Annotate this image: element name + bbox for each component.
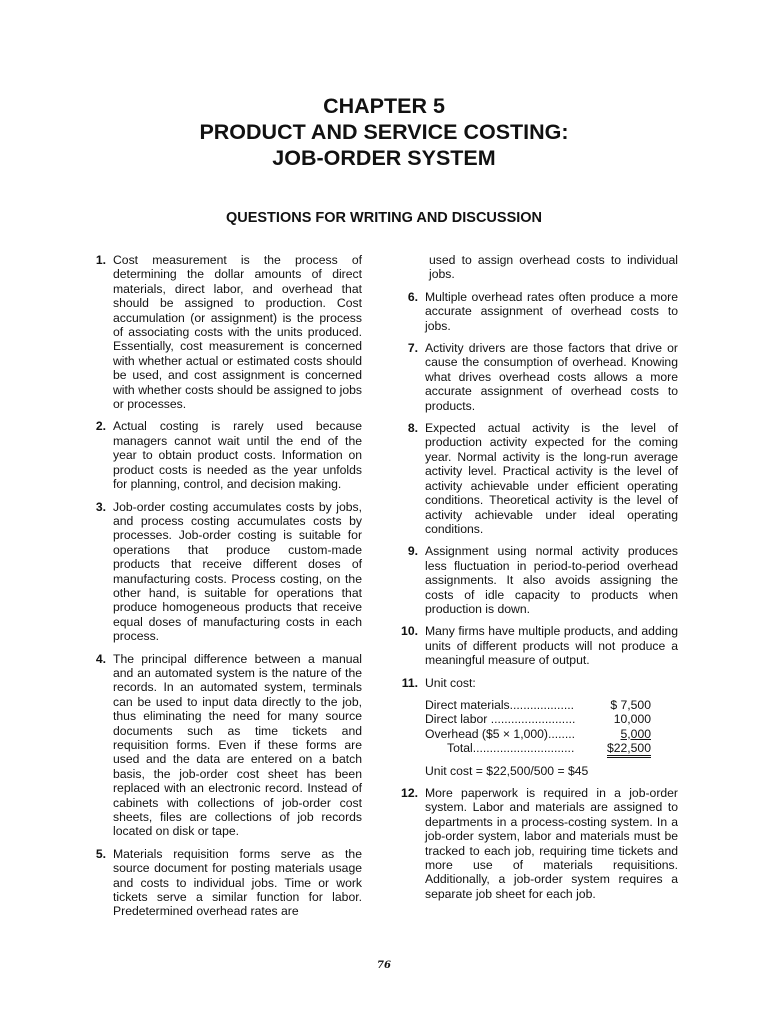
cost-row <box>425 698 651 712</box>
left-column <box>86 253 362 927</box>
question-6 <box>398 290 678 333</box>
question-text: Job-order costing accumulates costs by jobs, and process costing accumulates costs by processes. Job-order costing is suitable for operations that produce custom-made products that receive different doses of manufacturing costs. Process costing, on the other hand, is suitable for operations that produce homogeneous products that receive equal doses of manufacturing costs in each process. <box>113 499 362 644</box>
question-number: 5. <box>95 846 106 861</box>
question-8 <box>398 421 678 536</box>
chapter-title-line-1: PRODUCT AND SERVICE COSTING: <box>199 120 569 144</box>
question-number: 3. <box>95 499 106 514</box>
cost-amount: $ 7,500 <box>610 697 651 712</box>
question-number: 4. <box>95 651 106 666</box>
chapter-title-line-2: JOB-ORDER SYSTEM <box>272 146 496 170</box>
cost-label: Direct labor ......................... <box>425 712 576 727</box>
question-number: 9. <box>407 544 418 559</box>
right-column <box>398 253 678 909</box>
cost-row <box>425 712 651 726</box>
question-number: 7. <box>407 341 418 356</box>
question-text: Actual costing is rarely used because managers cannot wait until the end of the year to obtain product costs. Information on product costs is needed as the year unfolds for planning, control, and decision making. <box>113 419 362 492</box>
cost-amount-cell <box>600 741 651 755</box>
question-text: More paperwork is required in a job-order system. Labor and materials are assigned to departments in a process-costing system. In a job-order system, labor and materials must be tracked to each job, requiring time tickets and more use of materials requisitions. Additionally, a job-order system requires a separate job sheet for each job. <box>425 786 678 901</box>
question-text: Many firms have multiple products, and adding units of different products will not produce a meaningful measure of output. <box>425 624 678 668</box>
unit-cost-table <box>425 698 651 756</box>
question-number: 6. <box>407 289 418 304</box>
question-number: 2. <box>95 419 106 434</box>
question-text: Unit cost: <box>425 675 476 690</box>
cost-label: Overhead ($5 × 1,000)........ <box>425 726 576 741</box>
question-text: Assignment using normal activity produces less fluctuation in period-to-period overhead assignments. It also avoids assigning the costs of idle capacity to products when production is down. <box>425 544 678 616</box>
question-12 <box>398 786 678 901</box>
question-number: 1. <box>95 253 106 267</box>
unit-cost-result: Unit cost = $22,500/500 = $45 <box>425 763 589 778</box>
cost-total-row <box>425 741 651 755</box>
question-7 <box>398 341 678 413</box>
cost-total-amount: $22,500 <box>607 741 651 758</box>
question-4 <box>86 652 362 839</box>
cost-amount: 5,000 <box>620 726 651 741</box>
question-text: Expected actual activity is the level of production activity expected for the coming year. Normal activity is the long-run average activity level. Practical activity is the level of activity achievable under efficient operating conditions. Theoretical activity is the level of activity achievable under ideal operating conditions. <box>425 421 678 536</box>
question-number: 8. <box>407 421 418 436</box>
question-5-continuation: used to assign overhead costs to individual jobs. <box>429 253 678 282</box>
cost-label: Direct materials................... <box>425 697 574 712</box>
question-11 <box>398 676 678 778</box>
question-number: 10. <box>401 624 418 639</box>
question-number: 11. <box>401 675 418 690</box>
chapter-header <box>0 93 768 171</box>
section-heading: QUESTIONS FOR WRITING AND DISCUSSION <box>225 210 543 226</box>
cost-amount-cell <box>600 727 651 741</box>
question-3 <box>86 500 362 644</box>
question-text: Materials requisition forms serve as the source document for posting materials usage and costs to individual jobs. Time or work tickets serve a similar function for labor. Predetermined overhead rates are <box>113 846 362 919</box>
question-text: The principal difference between a manual and an automated system is the nature of the records. In an automated system, terminals can be used to input data directly to the job, thus eliminating the need for many source documents such as time tickets and requisition forms. Even if these forms are used and the data are entered on a batch basis, the job-order cost sheet has been replaced with an electronic record. Instead of cabinets with collections of job-order cost sheets, files are collections of job records located on disk or tape. <box>113 651 362 839</box>
question-10 <box>398 624 678 667</box>
question-2 <box>86 419 362 491</box>
question-text: Cost measurement is the process of determining the dollar amounts of direct materials, direct labor, and overhead that should be assigned to production. Cost accumulation (or assignment) is the process of associating costs with the units produced. Essentially, cost measurement is concerned with whether actual or estimated costs should be used, and cost assignment is concerned with whether costs should be assigned to jobs or processes. <box>113 253 362 412</box>
page-number: 76 <box>377 960 391 971</box>
chapter-number: CHAPTER 5 <box>323 94 445 118</box>
question-1 <box>86 253 362 411</box>
question-5 <box>86 847 362 919</box>
question-text: Multiple overhead rates often produce a more accurate assignment of overhead costs to jobs. <box>425 289 678 333</box>
question-9 <box>398 544 678 616</box>
question-text: Activity drivers are those factors that drive or cause the consumption of overhead. Knowing what drives overhead costs allows a more accurate assignment of overhead costs to products. <box>425 341 678 413</box>
cost-row <box>425 727 651 741</box>
cost-label: Total.............................. <box>447 741 575 756</box>
cost-amount: 10,000 <box>613 712 651 727</box>
question-number: 12. <box>401 786 418 800</box>
